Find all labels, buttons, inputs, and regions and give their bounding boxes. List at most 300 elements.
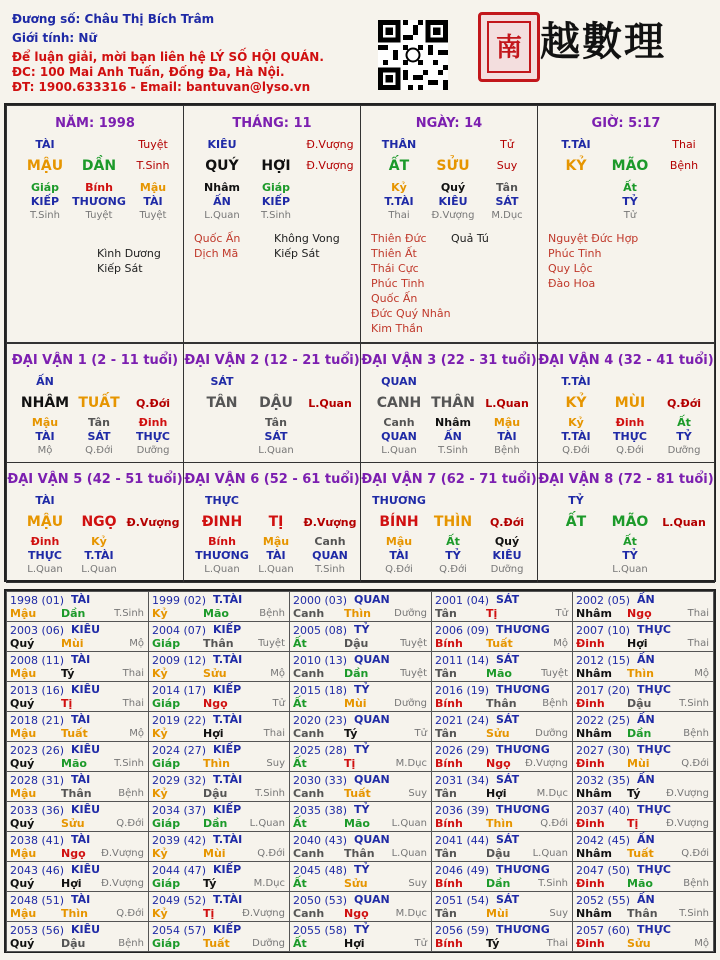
stage-label: L.Quan [308, 397, 352, 410]
stage-label: Dưỡng [394, 698, 427, 709]
year-stem: Nhâm [576, 787, 612, 800]
kin-label: KIẾP [213, 743, 242, 756]
stage-label: Bệnh [259, 608, 285, 619]
pillar-title: NĂM: 1998 [55, 116, 135, 131]
hidden-stage: T.Sinh [261, 210, 291, 221]
hidden-kin: THƯƠNG [72, 195, 126, 208]
year-label: 2004 (07) [152, 624, 207, 637]
pillar-title: THÁNG: 11 [232, 116, 312, 131]
year-label: 2037 (40) [576, 804, 631, 817]
star-label: Dịch Mã [194, 247, 239, 260]
pillar-title: NGÀY: 14 [415, 116, 483, 131]
year-cell[interactable] [148, 621, 290, 652]
earthly-branch: DẦN [81, 158, 117, 174]
year-stem: Nhâm [576, 667, 612, 680]
contact-invite[interactable]: Để luận giải, mời bạn liên hệ LÝ SỐ HỘI QUÁN. [12, 50, 324, 64]
year-cell[interactable] [431, 621, 573, 652]
year-stem: Ất [293, 937, 307, 950]
year-cell[interactable] [572, 771, 714, 802]
year-cell[interactable] [6, 681, 149, 712]
year-cell[interactable] [6, 741, 149, 772]
luck-period-cell[interactable] [537, 343, 715, 463]
year-stem: Nhâm [576, 847, 612, 860]
year-branch: Tý [627, 787, 641, 800]
earthly-branch: THÌN [433, 514, 473, 530]
year-stem: Đinh [576, 817, 605, 830]
heavenly-stem: KỶ [565, 395, 587, 411]
year-branch: Ngọ [61, 847, 86, 860]
year-cell[interactable] [148, 711, 290, 742]
year-cell[interactable] [6, 921, 149, 952]
kin-label: ẤN [637, 653, 655, 666]
year-label: 2034 (37) [152, 804, 207, 817]
hidden-stem: Mậu [139, 181, 167, 194]
luck-period-cell[interactable] [6, 343, 184, 463]
year-stem: Bính [435, 757, 463, 770]
pillar-cell [537, 105, 715, 343]
stage-label: Thai [122, 668, 144, 679]
kin-label: TỶ [354, 923, 370, 936]
hidden-stem: Tân [496, 181, 518, 194]
year-label: 2043 (46) [10, 864, 65, 877]
hidden-kin: TÀI [497, 430, 517, 443]
kin-label: SÁT [496, 653, 520, 666]
stage-label: Tử [414, 938, 427, 949]
hidden-kin: THƯƠNG [195, 549, 249, 562]
year-branch: Dần [61, 607, 86, 620]
star-label: Quy Lộc [548, 262, 593, 275]
year-label: 2014 (17) [152, 684, 207, 697]
stage-label: L.Quan [391, 848, 427, 859]
hidden-stage: L.Quan [204, 210, 240, 221]
year-cell[interactable] [289, 591, 432, 622]
stage-label: Thai [546, 938, 568, 949]
kin-label: SÁT [496, 893, 520, 906]
year-cell[interactable] [6, 591, 149, 622]
stage-label: Q.Đới [540, 818, 568, 829]
kin-label: KIÊU [71, 923, 101, 936]
year-cell[interactable] [289, 651, 432, 682]
pillar-cell [183, 105, 361, 343]
year-branch: Thân [203, 637, 234, 650]
year-cell[interactable] [572, 741, 714, 772]
luck-period-cell[interactable] [6, 462, 184, 583]
phone-email-line[interactable]: ĐT: 1900.633316 - Email: bantuvan@lyso.vn [12, 80, 311, 94]
year-cell[interactable] [148, 831, 290, 862]
star-label: Thiên Ất [371, 247, 417, 260]
year-cell[interactable] [289, 921, 432, 952]
year-cell[interactable] [289, 711, 432, 742]
year-cell[interactable] [148, 921, 290, 952]
kin-label: QUAN [381, 375, 417, 388]
year-branch: Dần [203, 817, 228, 830]
hidden-kin: TỶ [445, 549, 461, 562]
hidden-stem: Nhâm [435, 416, 471, 429]
hidden-stem: Bính [85, 181, 113, 194]
year-cell[interactable] [572, 711, 714, 742]
kin-label: TÀI [71, 893, 91, 906]
year-cell[interactable] [148, 741, 290, 772]
kin-label: KIẾP [213, 923, 242, 936]
stage-label: T.Sinh [538, 878, 568, 889]
stage-label: L.Quan [249, 818, 285, 829]
kin-label: THƯƠNG [496, 683, 550, 696]
kin-label: KIÊU [207, 138, 237, 151]
year-cell[interactable] [431, 681, 573, 712]
year-cell[interactable] [289, 741, 432, 772]
kin-label: T.TÀI [213, 713, 243, 726]
kin-label: THƯƠNG [496, 923, 550, 936]
year-cell[interactable] [289, 891, 432, 922]
year-stem: Giáp [152, 877, 181, 890]
hidden-stage: Đ.Vượng [431, 210, 475, 221]
hidden-kin: THỰC [136, 430, 170, 443]
year-stem: Kỷ [152, 667, 168, 680]
star-label: Nguyệt Đức Hợp [548, 232, 639, 245]
year-branch: Thân [61, 787, 92, 800]
year-stem: Mậu [10, 607, 37, 620]
year-branch: Ngọ [627, 607, 652, 620]
kin-label: SÁT [496, 833, 520, 846]
year-stem: Giáp [152, 817, 181, 830]
year-branch: Ngọ [486, 757, 511, 770]
kin-label: QUAN [354, 833, 390, 846]
kin-label: T.TÀI [213, 653, 243, 666]
year-branch: Dậu [203, 787, 228, 800]
year-cell[interactable] [6, 861, 149, 892]
year-branch: Mùi [627, 757, 650, 770]
star-label: Không Vong [274, 232, 340, 245]
year-branch: Dần [627, 727, 652, 740]
hidden-kin: T.TÀI [561, 430, 591, 443]
year-label: 2003 (06) [10, 624, 65, 637]
star-label: Kim Thần [371, 322, 423, 335]
kin-label: TỶ [568, 494, 584, 507]
stage-label: Đ.Vượng [303, 516, 357, 529]
year-cell[interactable] [431, 891, 573, 922]
year-stem: Mậu [10, 727, 37, 740]
year-cell[interactable] [289, 861, 432, 892]
year-cell[interactable] [572, 621, 714, 652]
year-branch: Mùi [61, 637, 84, 650]
hidden-stage: L.Quan [258, 564, 294, 575]
kin-label: KIÊU [71, 803, 101, 816]
year-label: 2019 (22) [152, 714, 207, 727]
year-cell[interactable] [6, 771, 149, 802]
stage-label: Q.Đới [489, 516, 525, 529]
kin-label: T.TÀI [213, 893, 243, 906]
heavenly-stem: MẬU [26, 158, 64, 174]
kin-label: SÁT [210, 375, 234, 388]
year-stem: Đinh [576, 937, 605, 950]
stage-label: Thai [687, 608, 709, 619]
luck-period-title: ĐẠI VẬN 7 (62 - 71 tuổi) [361, 472, 537, 487]
stage-label: Tử [272, 698, 285, 709]
year-cell[interactable] [572, 921, 714, 952]
year-cell[interactable] [572, 651, 714, 682]
hidden-kin: TỶ [622, 549, 638, 562]
year-cell[interactable] [431, 801, 573, 832]
year-label: 2006 (09) [435, 624, 490, 637]
year-stem: Quý [10, 697, 35, 710]
address-line: ĐC: 100 Mai Anh Tuấn, Đống Đa, Hà Nội. [12, 65, 285, 79]
year-cell[interactable] [289, 771, 432, 802]
year-cell[interactable] [289, 621, 432, 652]
kin-label: QUAN [354, 773, 390, 786]
kin-label: THƯƠNG [496, 863, 550, 876]
kin-label: KIẾP [213, 683, 242, 696]
hidden-kin: T.TÀI [84, 549, 114, 562]
stage-label: Suy [266, 758, 285, 769]
hidden-stage: Q.Đới [616, 445, 644, 456]
year-branch: Dần [486, 877, 511, 890]
year-label: 2052 (55) [576, 894, 631, 907]
year-cell[interactable] [431, 591, 573, 622]
year-branch: Sửu [486, 727, 510, 740]
year-cell[interactable] [6, 801, 149, 832]
year-label: 2030 (33) [293, 774, 348, 787]
stage-label: T.Sinh [114, 608, 144, 619]
luck-period-cell[interactable] [360, 462, 538, 583]
year-label: 2050 (53) [293, 894, 348, 907]
year-label: 2042 (45) [576, 834, 631, 847]
hidden-kin: QUAN [312, 549, 348, 562]
year-stem: Giáp [152, 757, 181, 770]
year-branch: Tị [486, 607, 498, 620]
year-cell[interactable] [572, 801, 714, 832]
stage-label: Dưỡng [535, 728, 568, 739]
year-stem: Canh [293, 907, 325, 920]
year-label: 2025 (28) [293, 744, 348, 757]
heavenly-stem: CANH [376, 395, 422, 411]
luck-period-title: ĐẠI VẬN 3 (22 - 31 tuổi) [361, 353, 537, 368]
stage-label: Suy [549, 908, 568, 919]
year-stem: Đinh [576, 757, 605, 770]
year-label: 2001 (04) [435, 594, 490, 607]
earthly-branch: TUẤT [78, 395, 120, 411]
earthly-branch: MÃO [611, 514, 649, 530]
kin-label: TÀI [35, 494, 55, 507]
hidden-stem: Ất [677, 416, 691, 429]
hidden-kin: KIẾP [30, 195, 60, 208]
hidden-stage: L.Quan [381, 445, 417, 456]
year-cell[interactable] [148, 681, 290, 712]
hidden-stage: L.Quan [258, 445, 294, 456]
year-label: 2038 (41) [10, 834, 65, 847]
star-label: Quốc Ấn [194, 232, 241, 245]
year-stem: Tân [435, 667, 457, 680]
year-cell[interactable] [148, 651, 290, 682]
stage-label: Q.Đới [666, 397, 702, 410]
brand-logo-text: 越數理 [540, 18, 666, 65]
kin-label: THƯƠNG [496, 803, 550, 816]
year-cell[interactable] [289, 801, 432, 832]
year-cell[interactable] [289, 681, 432, 712]
hidden-stage: L.Quan [204, 564, 240, 575]
stage-label: M.Dục [395, 908, 427, 919]
hidden-stem: Giáp [30, 181, 60, 194]
year-stem: Bính [435, 697, 463, 710]
year-branch: Sửu [203, 667, 227, 680]
kin-label: KIẾP [213, 803, 242, 816]
year-stem: Canh [293, 727, 325, 740]
year-cell[interactable] [148, 891, 290, 922]
hidden-stage: Tử [623, 210, 637, 221]
star-label: Thái Cực [371, 262, 419, 275]
hidden-stem: Ất [623, 535, 637, 548]
year-label: 2008 (11) [10, 654, 65, 667]
luck-period-cell[interactable] [183, 343, 361, 463]
year-label: 1999 (02) [152, 594, 207, 607]
year-cell[interactable] [6, 651, 149, 682]
year-cell[interactable] [431, 651, 573, 682]
star-label: Kiếp Sát [97, 262, 143, 275]
stage-label: Thai [263, 728, 285, 739]
year-cell[interactable] [572, 861, 714, 892]
year-cell[interactable] [148, 861, 290, 892]
year-label: 2054 (57) [152, 924, 207, 937]
luck-period-cell[interactable] [360, 343, 538, 463]
stage-label: Đ.Vượng [666, 818, 709, 829]
hidden-stage: Dưỡng [136, 445, 170, 456]
stage-label: Suy [408, 788, 427, 799]
kin-label: ẤN [637, 773, 655, 786]
hidden-stem: Mậu [262, 535, 290, 548]
year-label: 2009 (12) [152, 654, 207, 667]
luck-period-cell[interactable] [183, 462, 361, 583]
kin-label: THƯƠNG [496, 623, 550, 636]
hidden-kin: QUAN [381, 430, 417, 443]
hidden-stage: L.Quan [27, 564, 63, 575]
year-stem: Kỷ [152, 847, 168, 860]
year-branch: Tuất [486, 637, 513, 650]
year-branch: Mùi [344, 697, 367, 710]
stage-label: Tuyệt [400, 638, 427, 649]
year-cell[interactable] [6, 831, 149, 862]
year-label: 2010 (13) [293, 654, 348, 667]
kin-label: ẤN [36, 375, 54, 388]
heavenly-stem: ẤT [565, 514, 587, 530]
year-label: 2056 (59) [435, 924, 490, 937]
kin-label: KIÊU [71, 683, 101, 696]
stage-label: Q.Đới [116, 908, 144, 919]
year-label: 2051 (54) [435, 894, 490, 907]
year-label: 2005 (08) [293, 624, 348, 637]
hidden-stage: Q.Đới [85, 445, 113, 456]
kin-label: ẤN [637, 893, 655, 906]
kin-label: T.TÀI [213, 773, 243, 786]
year-label: 2013 (16) [10, 684, 65, 697]
year-branch: Mùi [486, 907, 509, 920]
year-branch: Thân [486, 697, 517, 710]
year-stem: Canh [293, 787, 325, 800]
hidden-stem: Quý [440, 181, 466, 194]
year-cell[interactable] [431, 741, 573, 772]
kin-label: THÂN [381, 138, 417, 151]
stage-label: Q.Đới [135, 397, 171, 410]
year-cell[interactable] [6, 891, 149, 922]
year-cell[interactable] [572, 681, 714, 712]
year-stem: Tân [435, 907, 457, 920]
year-stem: Nhâm [576, 607, 612, 620]
year-branch: Tị [344, 757, 356, 770]
year-label: 2047 (50) [576, 864, 631, 877]
stage-label: L.Quan [485, 397, 529, 410]
year-label: 2022 (25) [576, 714, 631, 727]
kin-label: TỶ [354, 683, 370, 696]
year-branch: Hợi [486, 787, 507, 800]
stage-label: M.Dục [536, 788, 568, 799]
year-branch: Mão [486, 667, 512, 680]
year-stem: Giáp [152, 637, 181, 650]
year-cell[interactable] [431, 711, 573, 742]
year-cell[interactable] [6, 711, 149, 742]
year-cell[interactable] [6, 621, 149, 652]
star-label: Quả Tú [451, 232, 489, 245]
kin-label: THƯƠNG [372, 494, 426, 507]
year-stem: Canh [293, 847, 325, 860]
hidden-stage: Dưỡng [667, 445, 701, 456]
year-stem: Tân [435, 787, 457, 800]
year-branch: Hợi [61, 877, 82, 890]
year-branch: Mùi [203, 847, 226, 860]
year-stem: Nhâm [576, 727, 612, 740]
year-cell[interactable] [431, 771, 573, 802]
year-branch: Mão [61, 757, 87, 770]
kin-label: TỶ [354, 743, 370, 756]
year-stem: Mậu [10, 667, 37, 680]
year-label: 2012 (15) [576, 654, 631, 667]
hidden-stem: Mậu [493, 416, 521, 429]
hidden-kin: TÀI [35, 430, 55, 443]
year-cell[interactable] [572, 591, 714, 622]
star-label: Kiếp Sát [274, 247, 320, 260]
year-cell[interactable] [148, 801, 290, 832]
kin-label: TÀI [35, 138, 55, 151]
year-cell[interactable] [148, 591, 290, 622]
year-cell[interactable] [431, 861, 573, 892]
year-cell[interactable] [572, 891, 714, 922]
stage-label: Q.Đới [681, 758, 709, 769]
year-stem: Quý [10, 637, 35, 650]
qr-code-icon[interactable] [378, 20, 448, 90]
star-label: Đức Quý Nhân [371, 307, 451, 320]
year-label: 2055 (58) [293, 924, 348, 937]
year-label: 2031 (34) [435, 774, 490, 787]
year-branch: Mão [344, 817, 370, 830]
hidden-stage: Bệnh [494, 445, 520, 456]
hidden-kin: KIÊU [438, 195, 468, 208]
year-label: 2027 (30) [576, 744, 631, 757]
year-label: 2017 (20) [576, 684, 631, 697]
luck-period-cell[interactable] [537, 462, 715, 583]
star-label: Kình Dương [97, 247, 161, 260]
year-cell[interactable] [431, 831, 573, 862]
year-branch: Thìn [344, 607, 371, 620]
luck-period-title: ĐẠI VẬN 1 (2 - 11 tuổi) [11, 353, 179, 368]
year-cell[interactable] [572, 831, 714, 862]
year-cell[interactable] [148, 771, 290, 802]
kin-label: QUAN [354, 713, 390, 726]
pillar-title: GIỜ: 5:17 [591, 116, 661, 131]
year-cell[interactable] [431, 921, 573, 952]
year-stem: Đinh [576, 637, 605, 650]
year-branch: Tuất [344, 787, 371, 800]
year-cell[interactable] [289, 831, 432, 862]
hidden-stage: Tuyệt [85, 210, 113, 221]
year-label: 2044 (47) [152, 864, 207, 877]
year-stem: Mậu [10, 847, 37, 860]
